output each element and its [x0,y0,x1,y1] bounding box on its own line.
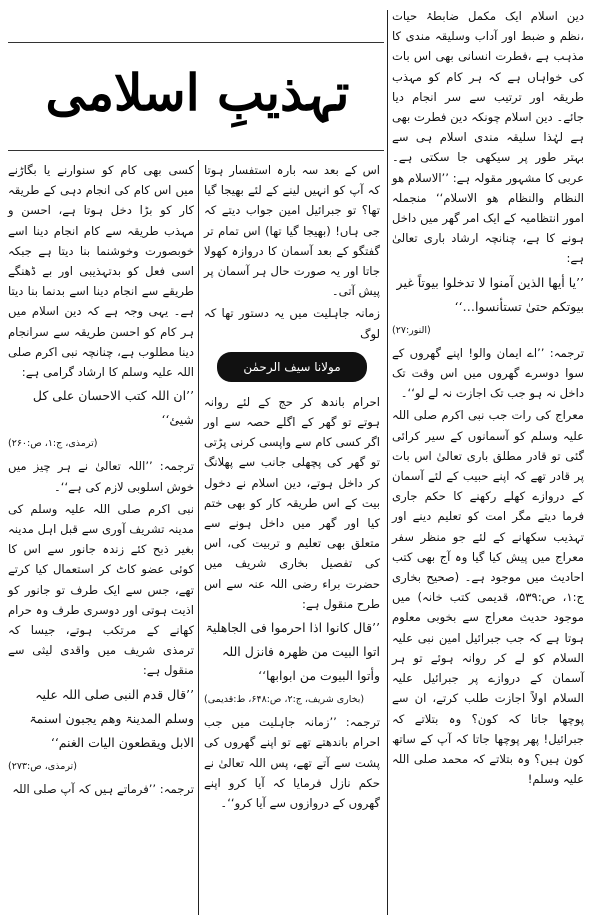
reference: (النور:۲۷) [392,324,431,336]
paragraph: معراج کی رات جب نبی اکرم صلی اللہ علیہ وسلم کو آسمانوں کے سیر کرائی گئی تو قادر مطلق باری تعالیٰ اس بات پر قادر تھے کہ اپنے حبیب کے لئے آسمان کے دروازے کھلے رکھنے کا حکم جاری فرما دیتے مگر امت کو تعلیم دینے اور تہذیب سکھانے کے لئے جو منظر سفر معراج میں پیش کیا گیا وہ آج بھی کتب احادیث میں موجود ہے۔ (صحیح بخاری ج:۱، ص:۵۳۹، قدیمی کتب خانہ) میں موجود حدیث معراج سے بخوبی معلوم ہوتا ہے کہ جب جبرائیل امین نبی علیہ السلام کو لے کر روانہ ہوئے تو ہر آسمان کے دروازے پر جبرائیل علیہ السلام اولاً اجازت طلب کرتے، ان سے پوچھا جاتا کہ کون؟ وہ بتلاتے کہ جبرائیل! پھر پوچھا جاتا کہ آپ کے ساتھ کون ہیں؟ وہ بتلاتے کہ محمد صلی اللہ علیہ وسلم! [392,408,584,787]
paragraph: زمانہ جاہلیت میں یہ دستور تھا کہ لوگ [204,306,380,341]
article-column-right [392,6,584,791]
reference: (ترمذی، ج:۱، ص:۲۶۰) [8,438,98,450]
article-column-left [8,160,194,801]
paragraph: احرام باندھ کر حج کے لئے روانہ ہوتے تو گھر کے اگلے حصہ سے اور اگر کسی کام سے واپسی کرنی پڑتی تو گھر کی پچھلی جانب سے پھلانگ کر داخل ہوتے، دین اسلام نے دخول بیت کے اس طریقہ کار کو بھی ختم کیا اور گھر میں داخل ہونے سے متعلق بھی تعلیم و تربیت کی، اس کی تفصیل بخاری شریف میں حضرت براء رضی اللہ عنہ سے اس طرح منقول ہے: [204,394,380,611]
title-rule [8,150,384,151]
article-title: تہذیبِ اسلامی [45,63,350,122]
quran-verse: ’’یا أیھا الذین آمنوا لا تدخلوا بیوتاً غیر بیوتکم حتیٰ تستأنسوا…‘‘ [396,274,584,314]
translation: ترجمہ: ’’زمانہ جاہلیت میں جب احرام باندھتے تھے تو اپنے گھروں کی پشت سے آتے تھے، پس اللہ تعالیٰ نے حکم نازل فرمایا کہ آیا کرو اپنے گھروں کے دروازوں سے آیا کرو‘‘۔ [204,715,380,811]
hadith-quote: ’’قال کانوا اذا احرموا فی الجاھلیۃ اتوا البیت من ظھرہ فانزل اللہ وأتوا البیوت من ابوابھا‘‘ [205,620,380,684]
column-divider [387,10,388,915]
hadith-quote: ’’قال قدم النبی صلی اللہ علیہ وسلم المدینۃ وھم یجبون اسنمۃ الابل ویقطعون الیات الغنم‘‘ [29,686,194,750]
column-divider [198,160,199,915]
author-badge: مولانا سیف الرحمٰن [217,352,367,382]
paragraph: اس کے بعد سہ بارہ استفسار ہوتا کہ آپ کو انہیں لینے کے لئے بھیجا گیا تھا؟ تو جبرائیل امین جواب دیتے کہ جی ہاں! (بھیجا گیا تھا) اس تمام تر گفتگو کے بعد آسمان کا دروازہ کھولا جاتا اور یہ صورت حال ہر آسمان پر پیش آتی۔ [204,163,380,299]
article-column-middle [204,160,380,815]
reference: (ترمذی، ص:۲۷۳) [8,760,77,772]
hadith-quote: ’’ان اللہ کتب الاحسان علی کل شیئ‘‘ [32,388,194,428]
paragraph: دین اسلام ایک مکمل ضابطۂ حیات ،نظم و ضبط اور آداب وسلیقہ مندی کا مذہب ہے ،فطرت انسانی بھی اس بات کی خواہاں ہے کہ ہر کام کو مہذب طریقہ اور ترتیب سے سر انجام دیا جائے۔ دین اسلام چونکہ دین فطرت بھی ہے لہٰذا سلیقہ مندی اسلام ہی سے بہتر طور پر سیکھی جا سکتی ہے۔ عربی کا مشہور مقولہ ہے: ’’الاسلام ھو النظام والنظام ھو الاسلام‘‘ منجملہ امور انتظامیہ کے ایک امر گھر میں داخل ہونے کا ہے، چنانچہ ارشاد باری تعالیٰ ہے: [392,9,584,266]
reference: (بخاری شریف، ج:۲، ص:۶۴۸، ط:قدیمی) [204,694,365,706]
paragraph: کسی بھی کام کو سنوارنے یا بگاڑنے میں اس کام کی انجام دہی کے طریقہ کار کو بڑا دخل ہوتا ہے، احسن و مہذب طریقہ سے کام انجام دینا اسے خوبصورت وخوشنما بنا دیتا ہے جبکہ اسی فعل کو بدتہذیبی اور بے ڈھنگے طریقے سے انجام دینا اسے بدنما بنا دیتا ہے۔ یہی وجہ ہے کہ دین اسلام میں ہر کام کو احسن طریقہ سے سرانجام دینا مطلوب ہے، چنانچہ نبی اکرم صلی اللہ علیہ وسلم کا ارشاد گرامی ہے: [8,163,194,380]
translation: ترجمہ: ’’اللہ تعالیٰ نے ہر چیز میں خوش اسلوبی لازم کی ہے‘‘۔ [8,459,194,494]
translation: ترجمہ: ’’فرماتے ہیں کہ آپ صلی اللہ [12,781,194,796]
title-rule [8,42,384,43]
paragraph: نبی اکرم صلی اللہ علیہ وسلم کی مدینہ تشریف آوری سے قبل اہل مدینہ بغیر ذبح کئے زندہ جانور سے اس کا کوئی عضو کاٹ کر استعمال کیا کرتے تھے، جس سے ایک طرف تو جانور کو اذیت ہوتی اور دوسری طرف وہ حرام کھانے کے مرتکب ہوتے، جیسا کہ ترمذی شریف میں واقدی لیثی سے منقول ہے: [8,501,194,678]
translation: ترجمہ: ’’اے ایمان والو! اپنے گھروں کے سوا دوسرے گھروں میں اس وقت تک داخل نہ ہو جب تک اجازت نہ لے لو‘‘۔ [392,345,584,401]
